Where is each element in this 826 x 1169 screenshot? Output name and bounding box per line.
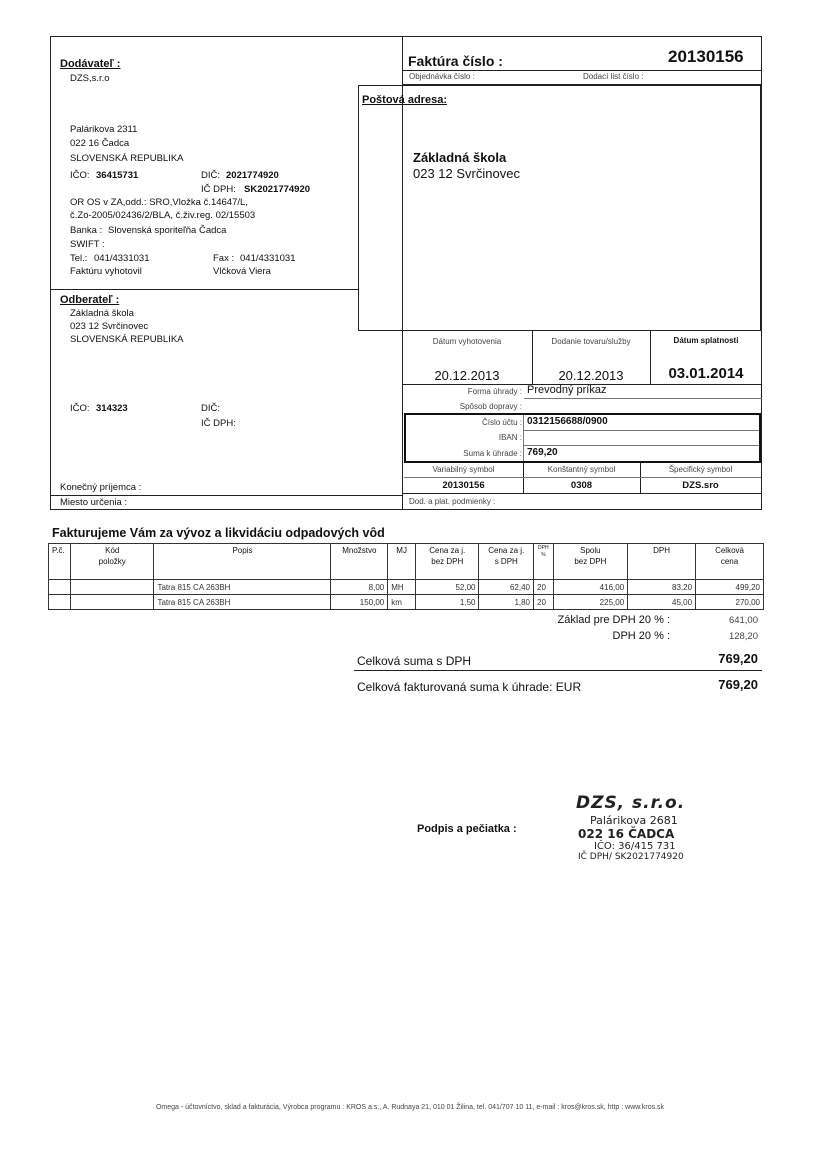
account-label: Číslo účtu :	[481, 418, 522, 427]
supplier-heading: Dodávateľ :	[60, 58, 121, 70]
supplier-bank: Slovenská sporiteľňa Čadca	[108, 225, 227, 236]
frame-bottom	[50, 509, 762, 510]
supplier-register-2: č.Zo-2005/02436/2/BLA, č.živ.reg. 02/15503	[70, 210, 256, 221]
postal-name: Základná škola	[413, 150, 507, 165]
supplier-dic: 2021774920	[226, 170, 279, 181]
item-qty: 8,00	[331, 580, 388, 595]
items-table	[48, 543, 764, 610]
customer-ico-label: IČO:	[70, 403, 90, 414]
order-number-label: Objednávka číslo :	[409, 72, 475, 81]
item-qty: 150,00	[331, 595, 388, 610]
frame-right	[761, 36, 762, 510]
date-delivery-label: Dodanie tovaru/služby	[551, 337, 631, 346]
total-due: 769,20	[718, 677, 758, 692]
supplier-ico-label: IČO:	[70, 170, 90, 181]
col-code: Kód položky	[70, 544, 153, 580]
customer-dic-label: DIČ:	[201, 403, 220, 414]
customer-heading: Odberateľ :	[60, 294, 120, 306]
item-vat-pct: 20	[534, 580, 554, 595]
col-pc: P.č.	[49, 544, 71, 580]
supplier-icdph: SK2021774920	[244, 184, 311, 195]
company-stamp	[560, 793, 720, 862]
item-desc: Tatra 815 CA 263BH	[154, 595, 331, 610]
supplier-swift-label: SWIFT :	[70, 239, 105, 250]
item-unit: km	[388, 595, 416, 610]
date-issued-label: Dátum vyhotovenia	[432, 337, 502, 346]
vat-amount: 128,20	[728, 631, 758, 642]
vat-base-label: Základ pre DPH 20 % :	[557, 614, 670, 626]
var-symbol: 20130156	[442, 480, 485, 491]
payment-method: Prevodný príkaz	[527, 384, 607, 396]
item-total: 270,00	[696, 595, 764, 610]
iban-label: IBAN :	[498, 433, 522, 442]
item-total-excl: 416,00	[553, 580, 628, 595]
supplier-city: 022 16 Čadca	[70, 138, 130, 149]
col-desc: Popis	[154, 544, 331, 580]
frame-left	[50, 36, 51, 510]
invoice-title: Faktúra číslo :	[408, 53, 503, 69]
signature-label: Podpis a pečiatka :	[417, 823, 517, 835]
supplier-register-1: OR OS v ZA,odd.: SRO,Vložka č.14647/L,	[70, 197, 248, 208]
total-vat-underline	[354, 670, 762, 671]
col-vat: DPH	[628, 544, 696, 580]
customer-icdph-label: IČ DPH:	[201, 418, 236, 429]
item-price-excl: 1,50	[416, 595, 479, 610]
total-due-label: Celková fakturovaná suma k úhrade: EUR	[357, 680, 582, 694]
customer-divider	[50, 289, 358, 290]
date-due: 03.01.2014	[668, 365, 744, 382]
symbol-mid-line	[404, 477, 761, 478]
stamp-line-3: 022 16 ČADCA	[578, 827, 675, 841]
col-qty: Množstvo	[331, 544, 388, 580]
payment-line-1	[524, 398, 762, 399]
item-price-excl: 52,00	[416, 580, 479, 595]
bank-line-1	[524, 430, 759, 431]
destination-label: Miesto určenia :	[60, 497, 128, 508]
amount-due: 769,20	[527, 447, 558, 458]
supplier-bank-label: Banka :	[70, 225, 103, 236]
amount-due-label: Suma k úhrade :	[463, 449, 522, 458]
const-symbol: 0308	[570, 480, 593, 491]
account-number: 0312156688/0900	[527, 416, 608, 427]
destination-divider	[50, 495, 402, 496]
item-pc	[49, 580, 71, 595]
postal-heading: Poštová adresa:	[362, 94, 447, 106]
item-code	[70, 595, 153, 610]
table-row	[49, 580, 764, 595]
var-symbol-label: Variabilný symbol	[432, 465, 495, 474]
customer-name: Základná škola	[70, 308, 134, 319]
stamp-line-2: Palárikova 2681	[590, 814, 678, 827]
final-recipient-label: Konečný príjemca :	[60, 482, 142, 493]
vat-base: 641,00	[728, 615, 758, 626]
date-delivery: 20.12.2013	[558, 368, 624, 383]
total-vat: 769,20	[718, 651, 758, 666]
supplier-ico: 36415731	[96, 170, 139, 181]
vat-label: DPH 20 % :	[612, 630, 670, 642]
customer-city: 023 12 Svrčinovec	[70, 321, 149, 332]
col-total-excl: Spolu bez DPH	[553, 544, 628, 580]
supplier-country: SLOVENSKÁ REPUBLIKA	[70, 153, 184, 164]
supplier-icdph-label: IČ DPH:	[201, 184, 236, 195]
col-price-excl: Cena za j. bez DPH	[416, 544, 479, 580]
bank-vertical	[523, 415, 524, 461]
customer-country: SLOVENSKÁ REPUBLIKA	[70, 334, 184, 345]
customer-ico: 314323	[96, 403, 128, 414]
total-vat-label: Celková suma s DPH	[357, 654, 472, 668]
postal-city: 023 12 Svrčinovec	[413, 166, 520, 181]
delivery-note-label: Dodací list číslo :	[583, 72, 644, 81]
frame-top	[50, 36, 762, 37]
item-vat: 45,00	[628, 595, 696, 610]
conditions-label: Dod. a plat. podmienky :	[409, 497, 496, 506]
shipping-label: Spôsob dopravy :	[459, 402, 522, 411]
stamp-line-5: IČ DPH/ SK2021774920	[578, 852, 684, 862]
spec-symbol: DZS.sro	[682, 480, 719, 491]
footer-text: Omega - účtovníctvo, sklad a fakturácia, Výrobca programu : KROS a.s., A. Rudnaya 21, 010 01 Žilina, tel. 041/707 10 11, e-mail : kros@kros.sk, http : www.kros.sk	[155, 1104, 665, 1111]
item-vat-pct: 20	[534, 595, 554, 610]
item-price-incl: 1,80	[479, 595, 534, 610]
invoice-number: 20130156	[668, 47, 744, 66]
col-vat-pct: DPH %	[534, 544, 554, 580]
payment-method-label: Forma úhrady :	[467, 387, 522, 396]
col-price-incl: Cena za j. s DPH	[479, 544, 534, 580]
supplier-fax-label: Fax :	[213, 253, 235, 264]
supplier-street: Palárikova 2311	[70, 124, 138, 135]
table-row	[49, 595, 764, 610]
const-symbol-label: Konštantný symbol	[547, 465, 616, 474]
supplier-tel-label: Tel.:	[70, 253, 88, 264]
item-vat: 83,20	[628, 580, 696, 595]
item-total-excl: 225,00	[553, 595, 628, 610]
supplier-issued-by-label: Faktúru vyhotovil	[70, 266, 142, 277]
supplier-tel: 041/4331031	[94, 253, 150, 264]
items-header-row	[49, 544, 764, 580]
date-issued: 20.12.2013	[434, 368, 500, 383]
stamp-line-1: DZS, s.r.o.	[576, 793, 686, 813]
item-code	[70, 580, 153, 595]
supplier-fax: 041/4331031	[240, 253, 296, 264]
item-desc: Tatra 815 CA 263BH	[154, 580, 331, 595]
col-total: Celková cena	[696, 544, 764, 580]
supplier-dic-label: DIČ:	[201, 170, 220, 181]
date-due-label: Dátum splatnosti	[673, 336, 739, 345]
invoice-title-underline	[402, 70, 762, 71]
item-price-incl: 62,40	[479, 580, 534, 595]
supplier-name: DZS,s.r.o	[70, 73, 110, 84]
symbol-bottom	[402, 493, 762, 494]
supplier-issued-by: Vlčková Viera	[213, 266, 271, 277]
item-unit: MH	[388, 580, 416, 595]
postal-address-box	[358, 85, 761, 331]
item-total: 499,20	[696, 580, 764, 595]
items-heading: Fakturujeme Vám za vývoz a likvidáciu odpadových vôd	[52, 526, 385, 540]
bank-line-2	[524, 445, 759, 446]
stamp-line-4: IČO: 36/415 731	[594, 841, 676, 852]
spec-symbol-label: Špecifický symbol	[668, 465, 733, 474]
col-unit: MJ	[388, 544, 416, 580]
item-pc	[49, 595, 71, 610]
